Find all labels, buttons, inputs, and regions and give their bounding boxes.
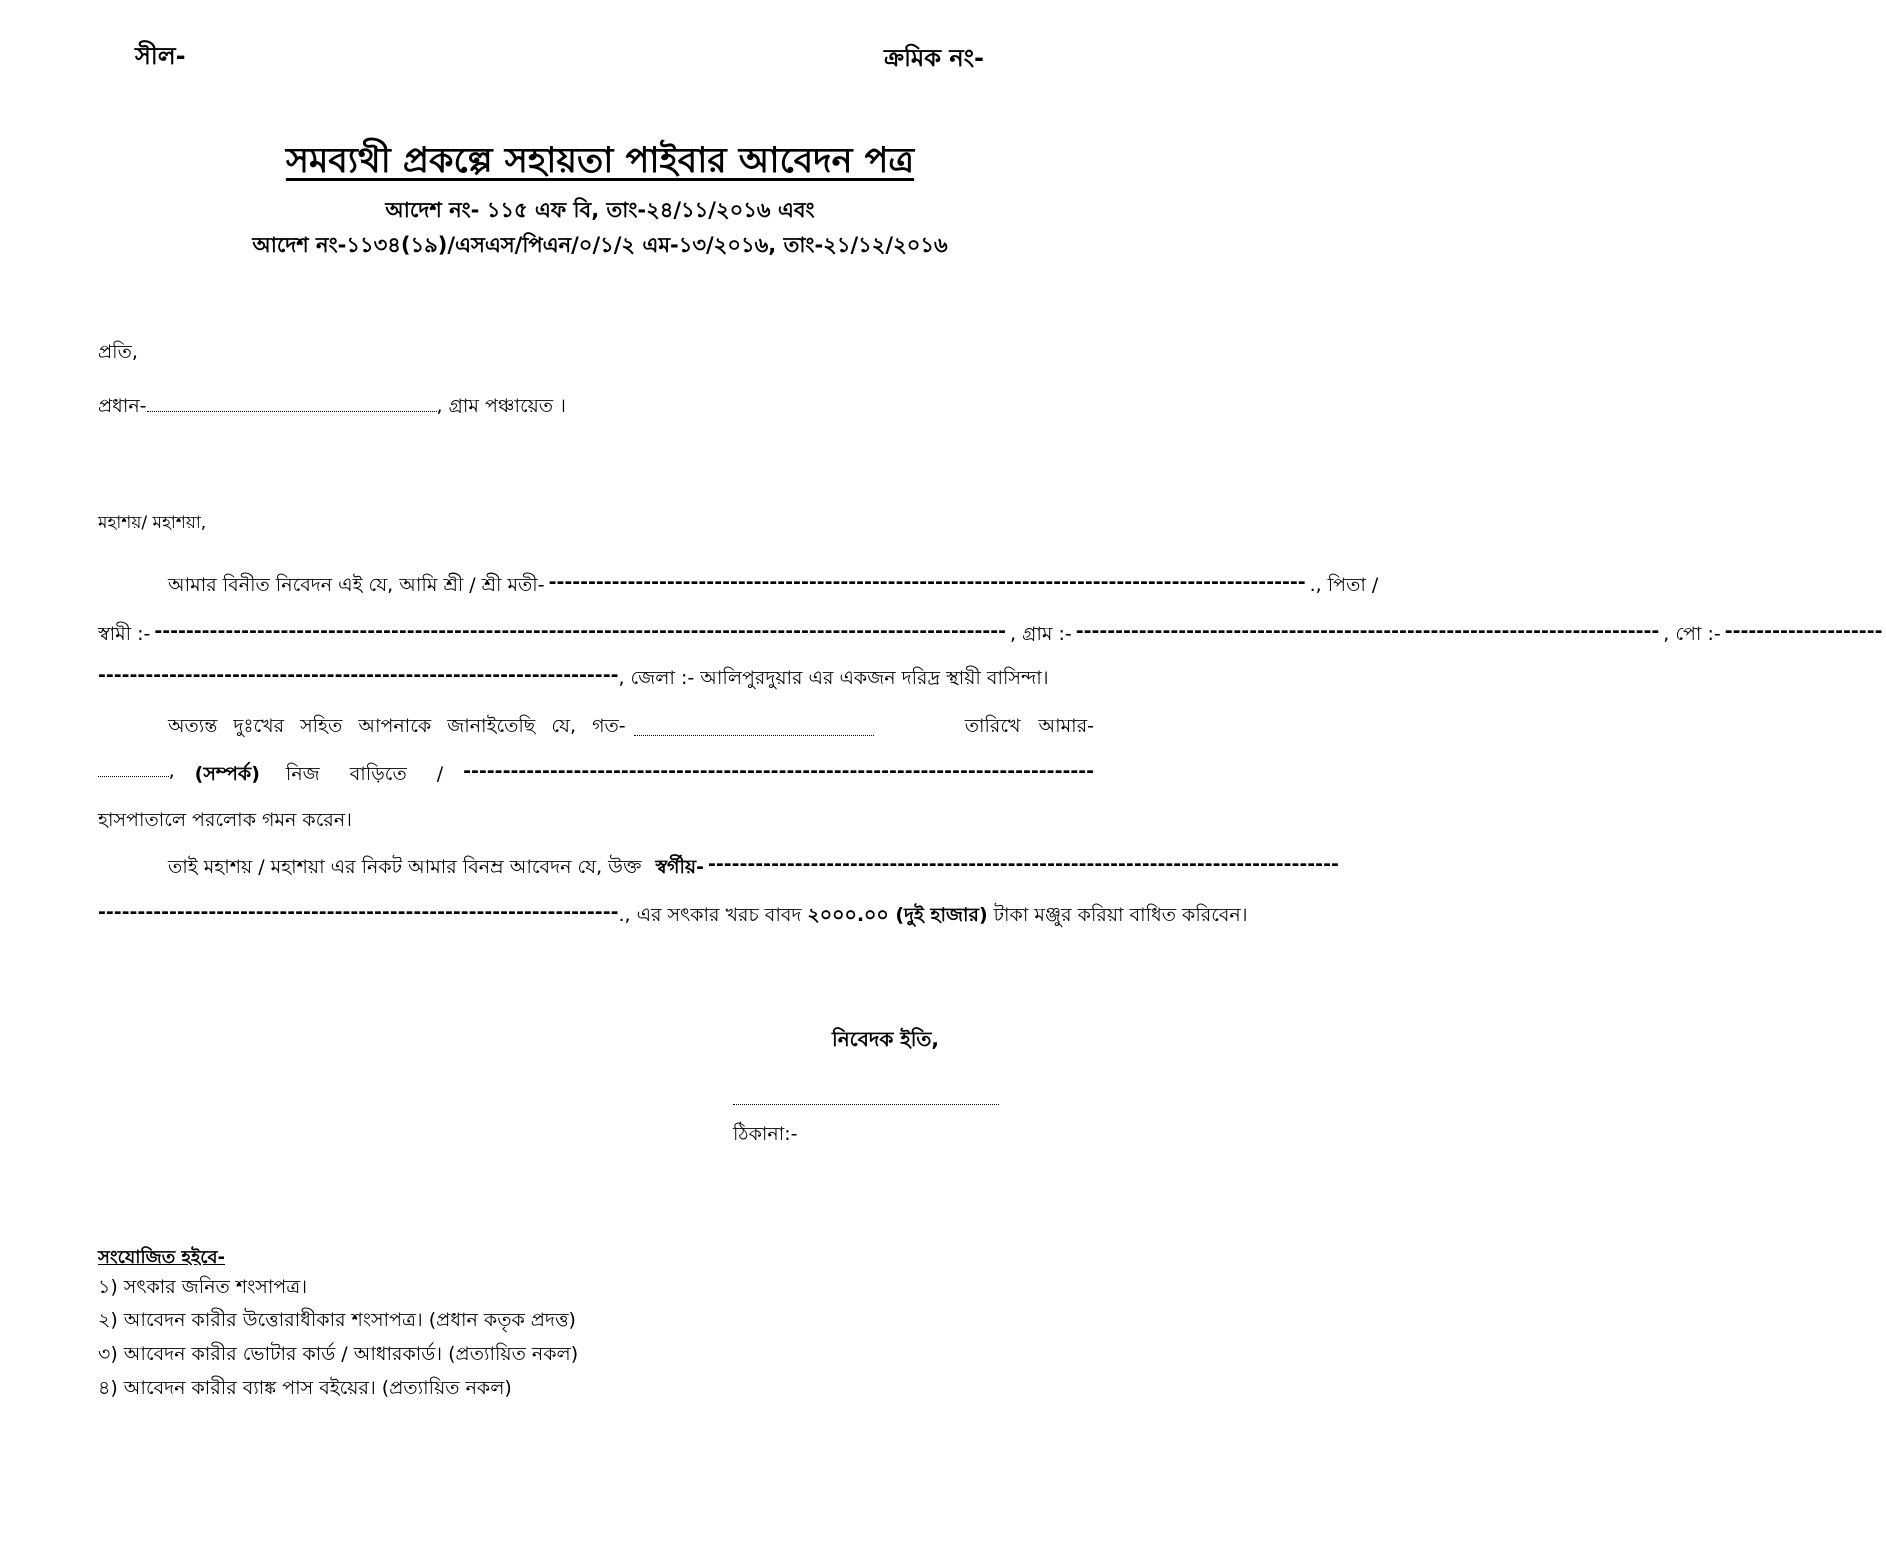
signature-blank[interactable] xyxy=(733,1090,999,1109)
gram-panchayat-blank[interactable] xyxy=(147,397,437,412)
order-reference-2: আদেশ নং-১১৩৪(১৯)/এসএস/পিএন/০/১/২ এম-১৩/২০১৬, তাং-২১/১২/২০১৬ xyxy=(252,233,948,257)
father-label: ., পিতা / xyxy=(1309,574,1379,596)
body-line-1 xyxy=(98,571,1379,603)
enclosure-item: ১) সৎকার জনিত শংসাপত্র। xyxy=(98,1276,307,1298)
body-line-8 xyxy=(98,901,1248,933)
post-office-blank[interactable]: -------------------- xyxy=(1724,620,1883,642)
body-line-3 xyxy=(98,664,1094,696)
pradhan-line xyxy=(98,392,566,424)
post-office-label: , পো :- xyxy=(1663,623,1721,645)
district-text: , জেলা :- আলিপুরদুয়ার এর একজন দরিদ্র স্থায়ী বাসিন্দা। xyxy=(618,667,1049,689)
enclosure-item: ৪) আবেদন কারীর ব্যাঙ্ক পাস বইয়ের। (প্রত্যায়িত নকল) xyxy=(98,1377,512,1399)
guardian-name-blank[interactable]: ------------------------------------------------------------------------------------------------------------ xyxy=(154,620,1007,642)
enclosures-heading: সংযোজিত হইবে- xyxy=(98,1247,226,1268)
village-blank[interactable]: -------------------------------------------------------------------------- xyxy=(1075,620,1660,642)
page-title: সমব্যথী প্রকল্পে সহায়তা পাইবার আবেদন পত্র xyxy=(285,141,915,181)
home-text: নিজ বাড়িতে / xyxy=(285,763,444,785)
village-label: , গ্রাম :- xyxy=(1010,623,1072,645)
closing-request: টাকা মঞ্জুর করিয়া বাধিত করিবেন। xyxy=(993,904,1248,926)
late-label: স্বর্গীয়- xyxy=(655,856,704,878)
date-blank[interactable] xyxy=(634,721,874,736)
deceased-name-blank[interactable]: -------------------------------------------------------------------------------- xyxy=(707,853,1339,875)
post-office-blank-cont[interactable]: ------------------------------------------------------------------ xyxy=(98,664,619,686)
seal-label: সীল- xyxy=(135,42,186,70)
relation-label: (সম্পর্ক) xyxy=(194,763,260,785)
deceased-name-blank-cont[interactable]: ------------------------------------------------------------------ xyxy=(98,901,619,923)
cremation-text: ., এর সৎকার খরচ বাবদ xyxy=(618,904,802,926)
hospital-blank[interactable]: -------------------------------------------------------------------------------- xyxy=(463,760,1094,782)
body-line-2 xyxy=(98,620,1883,652)
closing-signoff: নিবেদক ইতি, xyxy=(832,1027,940,1051)
relation-name-blank[interactable] xyxy=(98,762,169,777)
salutation: মহাশয়/ মহাশয়া, xyxy=(98,513,207,533)
my-label: আমার- xyxy=(1038,715,1094,737)
body-line-5: , (সম্পর্ক) নিজ বাড়িতে / -------------------------------------------------------------------------------- xyxy=(98,760,1094,792)
applicant-name-blank[interactable]: ------------------------------------------------------------------------------------------------ xyxy=(548,571,1306,593)
husband-label: স্বামী :- xyxy=(98,623,151,645)
serial-number-label: ক্রমিক নং- xyxy=(884,44,985,72)
body-line-4 xyxy=(98,712,1094,744)
enclosure-item: ২) আবেদন কারীর উত্তোরাধীকার শংসাপত্র। (প্রধান কতৃক প্রদত্ত) xyxy=(98,1309,576,1331)
sorrow-text: অত্যন্ত দুঃখের সহিত আপনাকে জানাইতেছি যে, গত- xyxy=(168,715,626,737)
amount: ২০০০.০০ (দুই হাজার) xyxy=(807,904,988,926)
body-line-6: হাসপাতালে পরলোক গমন করেন। xyxy=(98,809,352,831)
order-reference-1: আদেশ নং- ১১৫ এফ বি, তাং-২৪/১১/২০১৬ এবং xyxy=(385,198,815,222)
date-label: তারিখে xyxy=(964,715,1021,737)
request-text: তাই মহাশয় / মহাশয়া এর নিকট আমার বিনম্র আবেদন যে, উক্ত xyxy=(168,856,642,878)
body-line-7 xyxy=(98,853,1339,885)
address-label: ঠিকানা:- xyxy=(733,1123,798,1145)
pradhan-suffix: , গ্রাম পঞ্চায়েত । xyxy=(436,395,566,417)
addressee-to: প্রতি, xyxy=(98,341,138,363)
pradhan-prefix: প্রধান- xyxy=(98,395,147,417)
enclosure-item: ৩) আবেদন কারীর ভোটার কার্ড / আধারকার্ড। (প্রত্যায়িত নকল) xyxy=(98,1343,579,1365)
applicant-intro: আমার বিনীত নিবেদন এই যে, আমি শ্রী / শ্রী মতী- xyxy=(168,574,545,596)
